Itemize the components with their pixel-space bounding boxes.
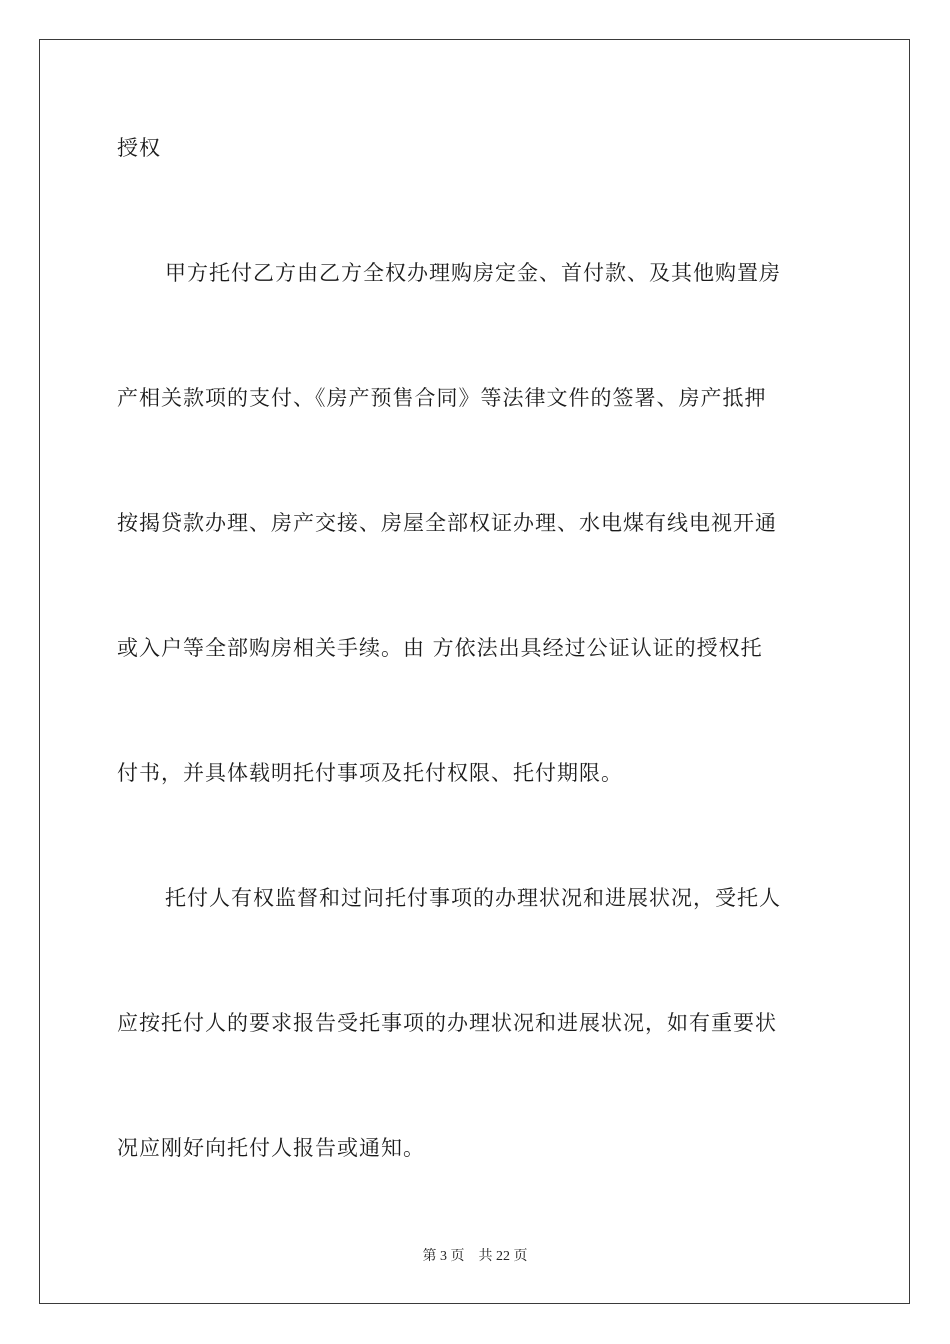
paragraph-line: 托付人有权监督和过问托付事项的办理状况和进展状况，受托人	[165, 886, 781, 910]
section-heading: 授权	[117, 136, 161, 160]
paragraph-line: 按揭贷款办理、房产交接、房屋全部权证办理、水电煤有线电视开通	[117, 511, 777, 535]
paragraph-line: 甲方托付乙方由乙方全权办理购房定金、首付款、及其他购置房	[165, 261, 781, 285]
paragraph-line: 产相关款项的支付、《房产预售合同》等法律文件的签署、房产抵押	[117, 386, 767, 410]
paragraph-line: 应按托付人的要求报告受托事项的办理状况和进展状况，如有重要状	[117, 1011, 777, 1035]
paragraph-line: 况应刚好向托付人报告或通知。	[117, 1136, 425, 1160]
page-number-footer: 第 3 页 共 22 页	[422, 1249, 528, 1264]
paragraph-line: 或入户等全部购房相关手续。由 方依法出具经过公证认证的授权托	[117, 636, 763, 660]
paragraph-line: 付书，并具体载明托付事项及托付权限、托付期限。	[117, 761, 623, 785]
page-border	[39, 39, 910, 1304]
